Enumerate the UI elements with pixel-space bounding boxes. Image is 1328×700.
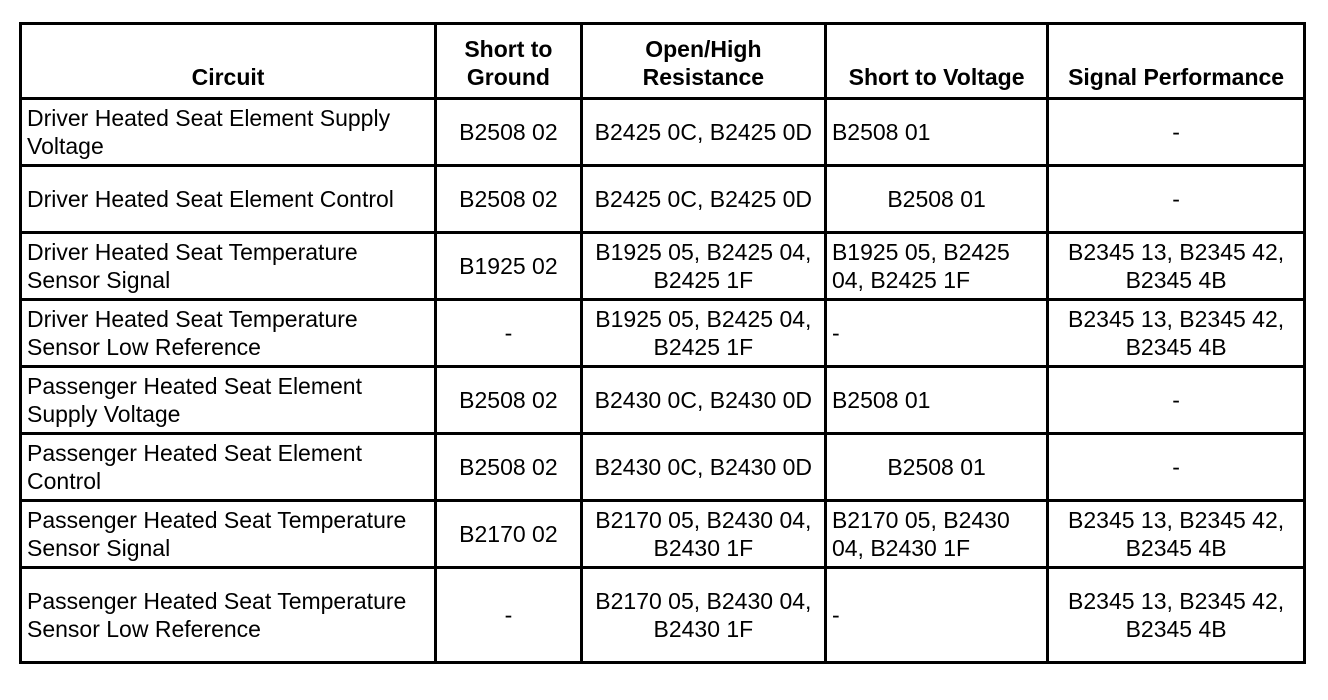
table-row xyxy=(21,99,1305,166)
header-row xyxy=(21,24,1305,99)
cell-signal-performance: B2345 13, B2345 42, B2345 4B xyxy=(1048,300,1305,367)
cell-signal-performance: - xyxy=(1048,434,1305,501)
cell-short-to-ground: B2508 02 xyxy=(436,367,582,434)
cell-short-to-ground: - xyxy=(436,568,582,663)
cell-signal-performance: B2345 13, B2345 42, B2345 4B xyxy=(1048,568,1305,663)
header-short-to-voltage: Short to Voltage xyxy=(825,24,1047,99)
cell-short-to-voltage: - xyxy=(825,300,1047,367)
cell-open-high-resistance: B2430 0C, B2430 0D xyxy=(581,367,825,434)
table-row xyxy=(21,300,1305,367)
cell-short-to-ground: B2170 02 xyxy=(436,501,582,568)
cell-short-to-ground: B2508 02 xyxy=(436,166,582,233)
cell-circuit: Passenger Heated Seat Temperature Sensor Low Reference xyxy=(21,568,436,663)
cell-short-to-ground: B1925 02 xyxy=(436,233,582,300)
cell-signal-performance: B2345 13, B2345 42, B2345 4B xyxy=(1048,233,1305,300)
cell-short-to-ground: B2508 02 xyxy=(436,99,582,166)
cell-signal-performance: - xyxy=(1048,99,1305,166)
cell-circuit: Passenger Heated Seat Element Supply Voltage xyxy=(21,367,436,434)
cell-short-to-voltage: B2170 05, B2430 04, B2430 1F xyxy=(825,501,1047,568)
table-row xyxy=(21,434,1305,501)
cell-signal-performance: B2345 13, B2345 42, B2345 4B xyxy=(1048,501,1305,568)
cell-short-to-voltage: B2508 01 xyxy=(825,99,1047,166)
cell-short-to-voltage: B1925 05, B2425 04, B2425 1F xyxy=(825,233,1047,300)
cell-open-high-resistance: B2430 0C, B2430 0D xyxy=(581,434,825,501)
cell-open-high-resistance: B2170 05, B2430 04, B2430 1F xyxy=(581,568,825,663)
table-row xyxy=(21,367,1305,434)
header-circuit: Circuit xyxy=(21,24,436,99)
cell-short-to-voltage: B2508 01 xyxy=(825,434,1047,501)
cell-signal-performance: - xyxy=(1048,367,1305,434)
cell-short-to-voltage: B2508 01 xyxy=(825,166,1047,233)
cell-circuit: Passenger Heated Seat Temperature Sensor Signal xyxy=(21,501,436,568)
table-row xyxy=(21,568,1305,663)
table-row xyxy=(21,166,1305,233)
header-signal-performance: Signal Performance xyxy=(1048,24,1305,99)
table-row xyxy=(21,233,1305,300)
cell-open-high-resistance: B1925 05, B2425 04, B2425 1F xyxy=(581,233,825,300)
cell-short-to-ground: B2508 02 xyxy=(436,434,582,501)
cell-open-high-resistance: B2170 05, B2430 04, B2430 1F xyxy=(581,501,825,568)
cell-circuit: Driver Heated Seat Temperature Sensor Low Reference xyxy=(21,300,436,367)
cell-open-high-resistance: B1925 05, B2425 04, B2425 1F xyxy=(581,300,825,367)
cell-circuit: Driver Heated Seat Element Supply Voltage xyxy=(21,99,436,166)
cell-circuit: Passenger Heated Seat Element Control xyxy=(21,434,436,501)
cell-open-high-resistance: B2425 0C, B2425 0D xyxy=(581,99,825,166)
cell-circuit: Driver Heated Seat Element Control xyxy=(21,166,436,233)
cell-short-to-voltage: B2508 01 xyxy=(825,367,1047,434)
header-short-to-ground: Short to Ground xyxy=(436,24,582,99)
table-row xyxy=(21,501,1305,568)
cell-circuit: Driver Heated Seat Temperature Sensor Signal xyxy=(21,233,436,300)
cell-signal-performance: - xyxy=(1048,166,1305,233)
header-open-high-resistance: Open/High Resistance xyxy=(581,24,825,99)
dtc-table xyxy=(19,22,1306,664)
cell-short-to-ground: - xyxy=(436,300,582,367)
cell-open-high-resistance: B2425 0C, B2425 0D xyxy=(581,166,825,233)
cell-short-to-voltage: - xyxy=(825,568,1047,663)
